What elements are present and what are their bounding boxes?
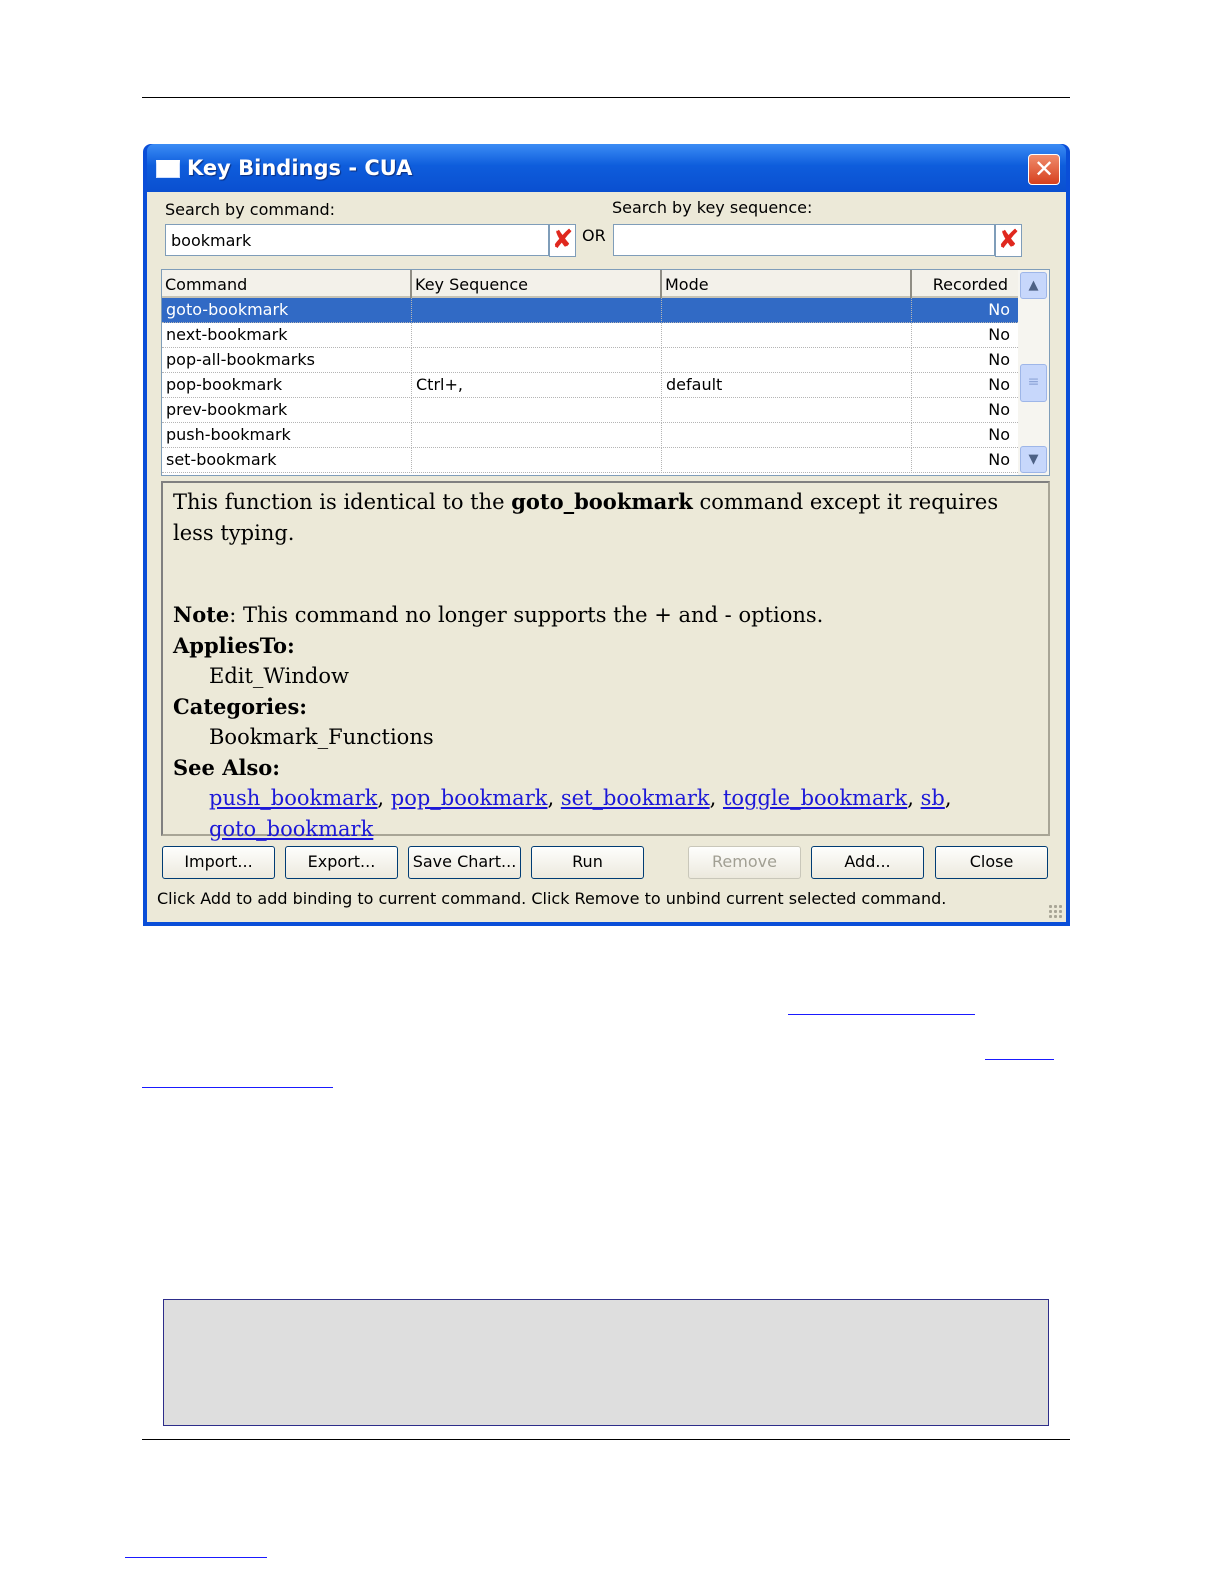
cell-recorded: No: [988, 425, 1010, 444]
cell-command: pop-all-bookmarks: [162, 348, 412, 373]
column-mode[interactable]: Mode: [662, 270, 912, 298]
table-row[interactable]: [162, 373, 1018, 398]
cell-command: pop-bookmark: [162, 373, 412, 398]
key-bindings-dialog: [143, 144, 1070, 926]
cell-recorded: No: [988, 325, 1010, 344]
status-text: Click Add to add binding to current command. Click Remove to unbind current selected command.: [157, 889, 947, 908]
help-see-also-label: See Also:: [173, 754, 281, 780]
table-row[interactable]: [162, 398, 1018, 423]
window-icon: [156, 160, 180, 178]
search-command-label: Search by command:: [165, 200, 336, 219]
column-key-sequence[interactable]: Key Sequence: [412, 270, 662, 298]
help-note: Note: This command no longer supports the + and - options.: [173, 602, 824, 627]
cell-key: [412, 448, 662, 473]
cell-recorded: No: [988, 300, 1010, 319]
link-underline[interactable]: [788, 1014, 975, 1015]
cell-mode: [662, 423, 912, 448]
clear-key-search-icon[interactable]: ✘: [995, 224, 1022, 257]
help-categories-label: Categories:: [173, 693, 308, 719]
link-underline[interactable]: [142, 1087, 333, 1088]
title-bar[interactable]: [147, 144, 1066, 192]
cell-command: next-bookmark: [162, 323, 412, 348]
cell-mode: default: [662, 373, 912, 398]
search-key-label: Search by key sequence:: [612, 198, 813, 217]
cell-key: [412, 348, 662, 373]
help-description: This function is identical to the goto_bookmark command except it requires less typing.: [173, 489, 999, 545]
search-key-input[interactable]: [613, 224, 995, 256]
scroll-up-icon[interactable]: ▲: [1020, 272, 1047, 299]
link-push-bookmark[interactable]: push_bookmark: [209, 786, 378, 810]
link-underline[interactable]: [985, 1059, 1054, 1060]
cell-mode: [662, 398, 912, 423]
close-window-button[interactable]: ✕: [1028, 154, 1060, 185]
cell-mode: [662, 323, 912, 348]
link-toggle-bookmark[interactable]: toggle_bookmark: [722, 786, 908, 810]
cell-mode: [662, 298, 912, 323]
search-command-input[interactable]: bookmark: [165, 224, 549, 256]
column-command[interactable]: Command: [162, 270, 412, 298]
cell-recorded: No: [988, 350, 1010, 369]
save-chart-button[interactable]: Save Chart...: [408, 846, 521, 879]
bindings-table: [161, 269, 1050, 476]
resize-grip-icon[interactable]: [1048, 904, 1062, 918]
or-label: OR: [582, 226, 606, 245]
link-pop-bookmark[interactable]: pop_bookmark: [390, 786, 548, 810]
cell-key: [412, 398, 662, 423]
cell-mode: [662, 448, 912, 473]
note-box: [163, 1299, 1049, 1426]
dialog-title: Key Bindings - CUA: [187, 156, 413, 180]
cell-recorded: No: [988, 375, 1010, 394]
table-scrollbar[interactable]: [1018, 270, 1049, 475]
scroll-thumb[interactable]: ≡: [1020, 364, 1047, 402]
cell-recorded: No: [988, 450, 1010, 469]
table-header: [162, 270, 1018, 298]
footer-link-underline[interactable]: [125, 1557, 267, 1558]
table-row[interactable]: [162, 423, 1018, 448]
cell-mode: [662, 348, 912, 373]
close-button[interactable]: Close: [935, 846, 1048, 879]
table-row[interactable]: [162, 448, 1018, 473]
cell-command: goto-bookmark: [162, 298, 412, 323]
column-recorded[interactable]: Recorded: [932, 275, 1008, 294]
help-applies-value: Edit_Window: [209, 664, 349, 688]
cell-command: prev-bookmark: [162, 398, 412, 423]
cell-key: Ctrl+,: [412, 373, 662, 398]
add-button[interactable]: Add...: [811, 846, 924, 879]
scroll-down-icon[interactable]: ▼: [1020, 446, 1047, 473]
table-row[interactable]: [162, 348, 1018, 373]
help-panel: [161, 481, 1050, 841]
table-row[interactable]: [162, 323, 1018, 348]
link-sb[interactable]: sb: [920, 786, 945, 810]
table-row[interactable]: [162, 298, 1018, 323]
header-rule: [142, 97, 1070, 98]
see-also-links: push_bookmark, pop_bookmark, set_bookmark, toggle_bookmark, sb,: [209, 786, 952, 810]
help-categories-value: Bookmark_Functions: [209, 725, 434, 749]
cell-command: push-bookmark: [162, 423, 412, 448]
link-set-bookmark[interactable]: set_bookmark: [560, 786, 710, 810]
dialog-client: [147, 192, 1066, 922]
export-button[interactable]: Export...: [285, 846, 398, 879]
cell-key: [412, 323, 662, 348]
clear-command-search-icon[interactable]: ✘: [549, 224, 576, 257]
cell-key: [412, 298, 662, 323]
cell-command: set-bookmark: [162, 448, 412, 473]
cell-recorded: No: [988, 400, 1010, 419]
cell-key: [412, 423, 662, 448]
help-applies-label: AppliesTo:: [173, 632, 295, 658]
footer-rule: [142, 1439, 1070, 1440]
run-button[interactable]: Run: [531, 846, 644, 879]
import-button[interactable]: Import...: [162, 846, 275, 879]
remove-button[interactable]: Remove: [688, 846, 801, 879]
link-goto-bookmark[interactable]: goto_bookmark: [209, 816, 374, 841]
